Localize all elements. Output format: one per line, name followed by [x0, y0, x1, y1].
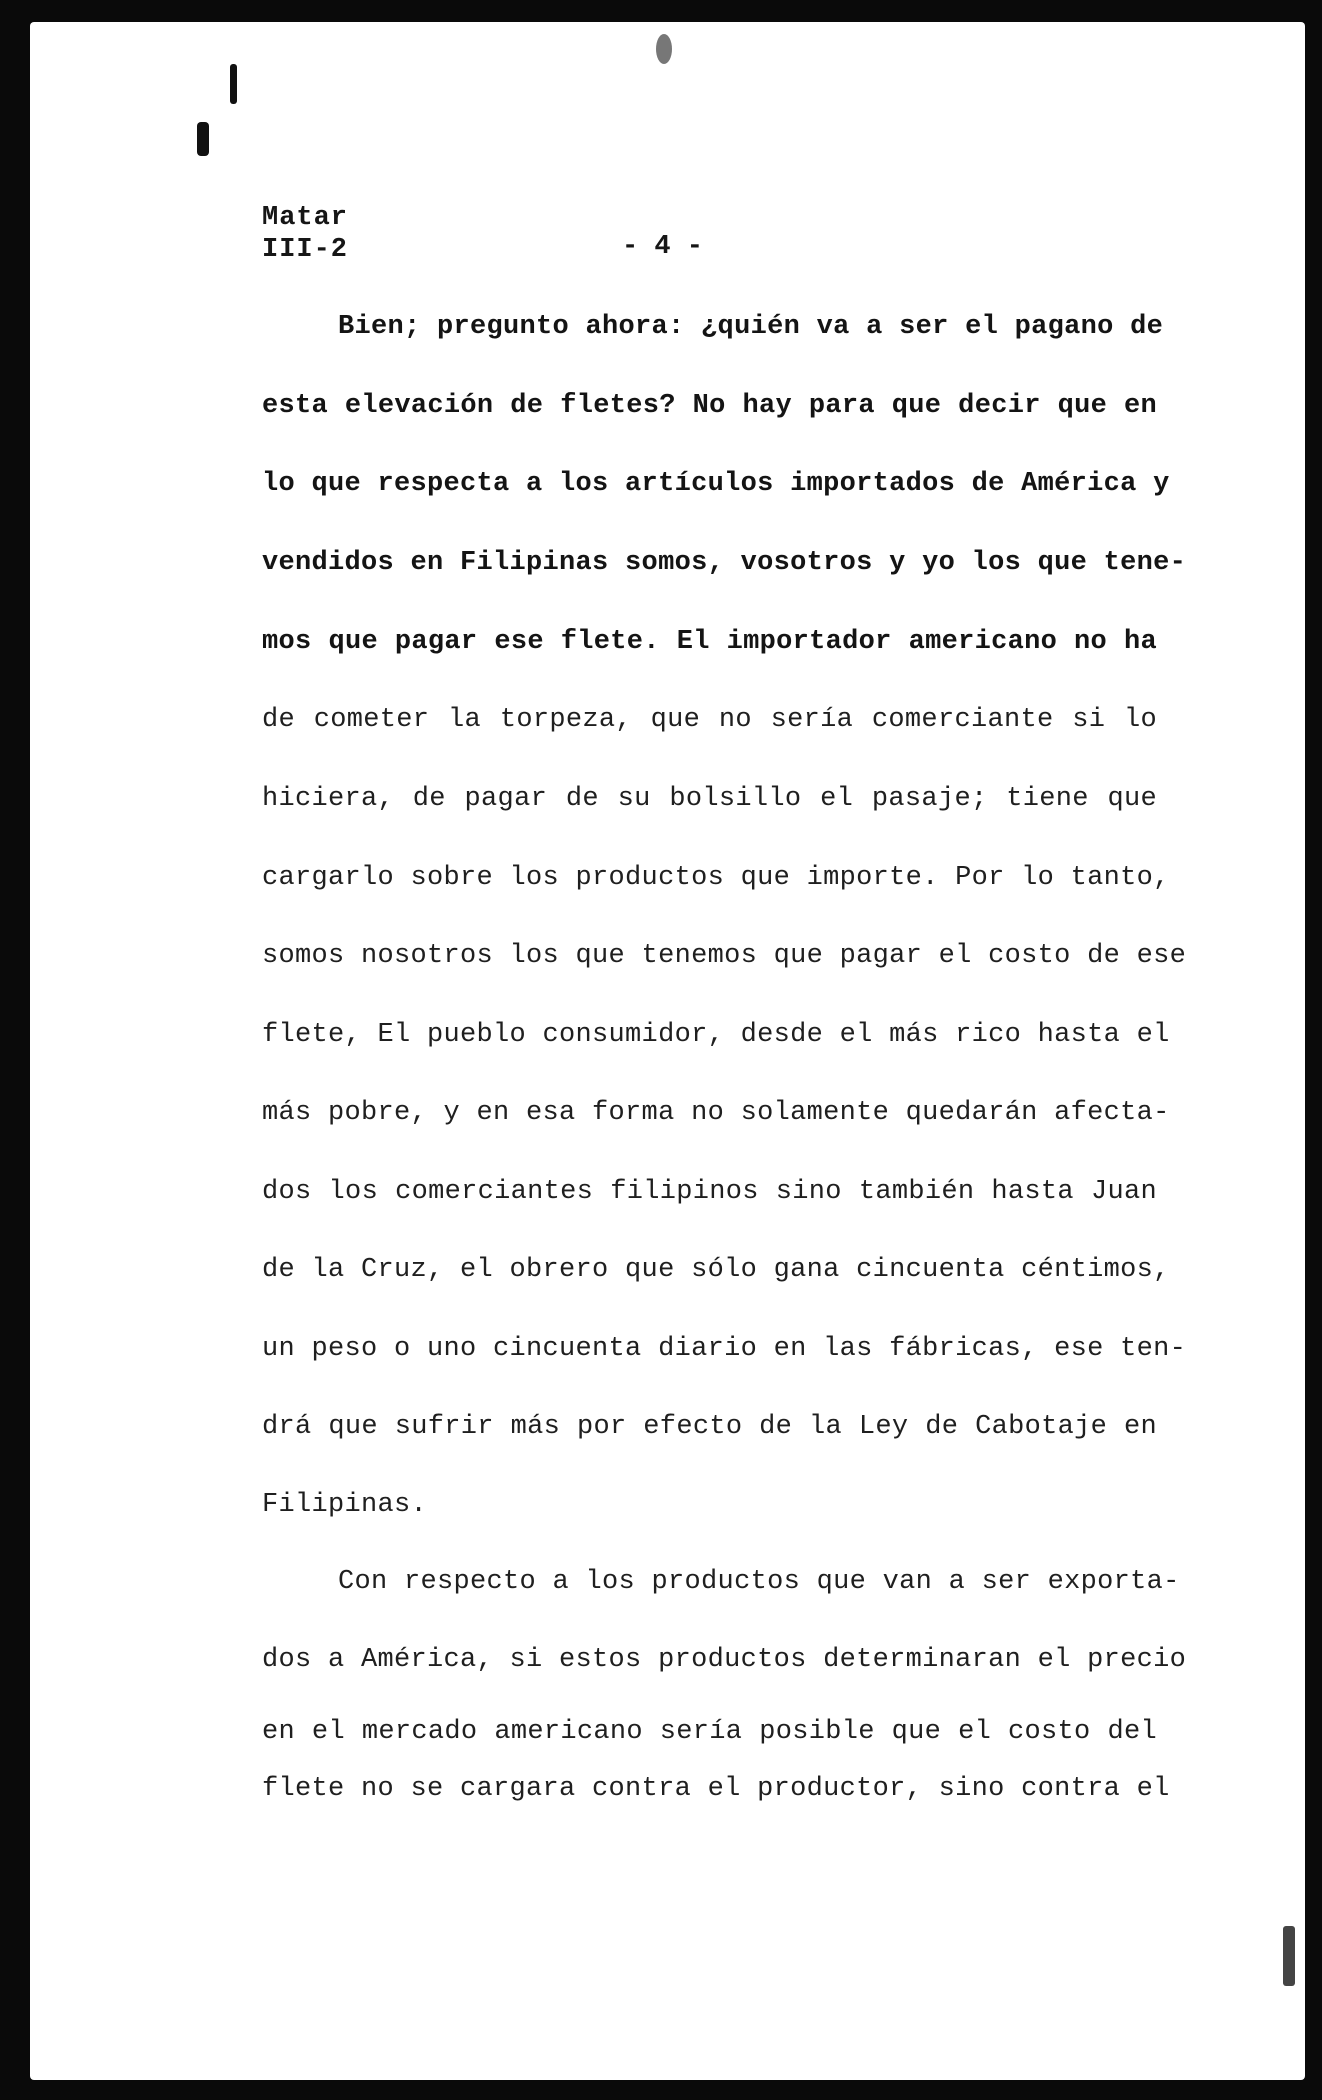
text-line: flete, El pueblo consumidor, desde el más rico hasta el	[262, 1020, 1170, 1050]
text-line: de cometer la torpeza, que no sería comerciante si lo	[262, 705, 1157, 735]
text-line: Con respecto a los productos que van a ser exporta-	[338, 1567, 1180, 1597]
section-label: III-2	[262, 235, 349, 265]
text-line: somos nosotros los que tenemos que pagar el costo de ese	[262, 941, 1187, 971]
text-line: mos que pagar ese flete. El importador americano no ha	[262, 627, 1157, 657]
scan-mark	[1283, 1926, 1295, 1986]
text-line: dos los comerciantes filipinos sino también hasta Juan	[262, 1177, 1157, 1207]
text-line: lo que respecta a los artículos importados de América y	[262, 469, 1170, 499]
text-line: vendidos en Filipinas somos, vosotros y yo los que tene-	[262, 548, 1187, 578]
text-line: más pobre, y en esa forma no solamente quedarán afecta-	[262, 1098, 1170, 1128]
text-line: Bien; pregunto ahora: ¿quién va a ser el pagano de	[338, 312, 1164, 342]
text-line: hiciera, de pagar de su bolsillo el pasaje; tiene que	[262, 784, 1157, 814]
text-line: cargarlo sobre los productos que importe. Por lo tanto,	[262, 863, 1170, 893]
scan-mark	[230, 64, 237, 104]
scan-mark	[656, 34, 672, 64]
text-line: flete no se cargara contra el productor, sino contra el	[262, 1774, 1170, 1804]
page-number: - 4 -	[622, 232, 704, 262]
speaker-label: Matar	[262, 203, 349, 233]
text-line: esta elevación de fletes? No hay para que decir que en	[262, 391, 1157, 421]
text-line: de la Cruz, el obrero que sólo gana cincuenta céntimos,	[262, 1255, 1170, 1285]
scan-mark	[197, 122, 209, 156]
document-header	[262, 202, 348, 266]
text-line: dos a América, si estos productos determinaran el precio	[262, 1645, 1187, 1675]
text-line: Filipinas.	[262, 1490, 428, 1520]
text-line: en el mercado americano sería posible que el costo del	[262, 1717, 1157, 1747]
text-line: drá que sufrir más por efecto de la Ley de Cabotaje en	[262, 1412, 1157, 1442]
text-line: un peso o uno cincuenta diario en las fábricas, ese ten-	[262, 1334, 1187, 1364]
